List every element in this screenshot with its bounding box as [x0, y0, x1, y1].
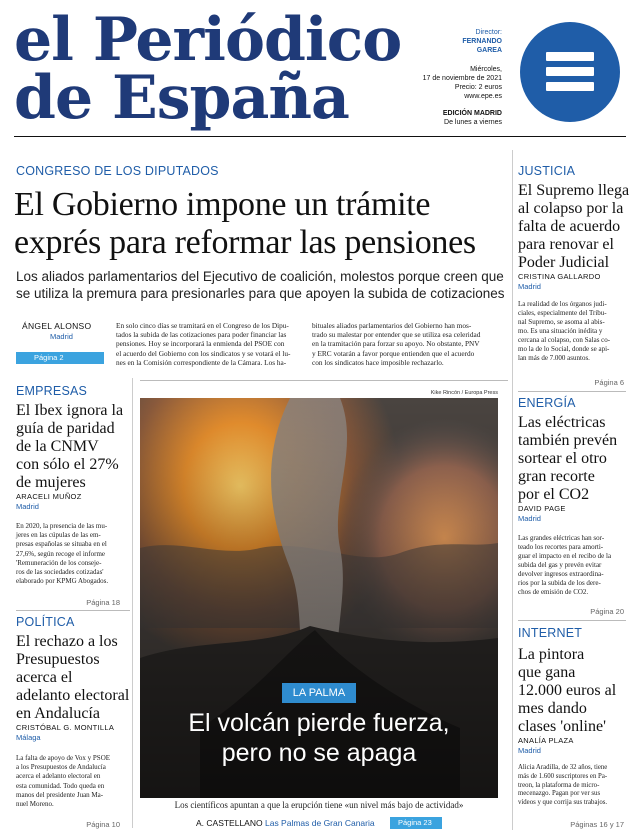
photo-headline-line1: El volcán pierde fuerza, [188, 709, 450, 737]
photo-credit: Kike Rincón / Europa Press [430, 390, 498, 396]
empresas-page-reference[interactable]: Página 18 [86, 598, 120, 607]
right-column-divider [512, 150, 513, 830]
internet-headline[interactable]: La pintora que gana 12.000 euros al mes dando clases 'online' [518, 646, 617, 735]
internet-place: Madrid [518, 746, 541, 755]
empresas-place: Madrid [16, 502, 39, 511]
newspaper-logo-icon [520, 22, 620, 122]
politica-section-label: POLÍTICA [16, 615, 75, 629]
politica-page-reference[interactable]: Página 10 [86, 820, 120, 829]
director-name-1: FERNANDO [462, 38, 502, 45]
energia-author: DAVID PAGE [518, 504, 566, 513]
issue-price: Precio: 2 euros [454, 84, 502, 91]
director-name-2: GAREA [476, 47, 502, 54]
issue-weekday: Miércoles, [470, 66, 502, 73]
empresas-author: ARACELI MUÑOZ [16, 492, 82, 501]
politica-headline[interactable]: El rechazo a los Presupuestos acerca el adelanto electoral en Andalucía [16, 633, 130, 722]
energia-section-label: ENERGÍA [518, 396, 576, 410]
lead-headline-line1: El Gobierno impone un trámite [14, 186, 431, 223]
edition-label: EDICIÓN MADRID [442, 110, 502, 117]
lead-body-col1: En solo cinco días se tramitará en el Congreso de los Dipu- tados la subida de las cotizaciones para poder financiar las pensiones. Hoy se incorporará la enmienda del PSOE con el acuerdo del Gobierno con los sindicatos y se votará el lu- nes en la Comisión correspondiente de la Cámara. Los ha- [116, 321, 291, 367]
empresas-body: En 2020, la presencia de las mu- jeres en las cúpulas de las em- presas españolas se situaba en el 27,6%, según recoge el informe 'Remuneración de los conseje- ros de las sociedades cotizadas' elaborado por KPMG Abogados. [16, 522, 109, 586]
justicia-place: Madrid [518, 282, 541, 291]
justicia-divider [518, 391, 626, 392]
lead-divider [140, 380, 508, 381]
politica-body: La falta de apoyo de Vox y PSOE a los Presupuestos de Andalucía acerca el adelanto electoral en esta comunidad. Todo queda en manos del presidente Juan Ma- nuel Moreno. [16, 754, 111, 809]
photo-author-line [196, 818, 375, 828]
photo-headline[interactable] [140, 708, 498, 768]
website[interactable]: www.epe.es [464, 93, 502, 100]
edition-frequency: De lunes a viernes [444, 119, 502, 126]
lead-section-label: CONGRESO DE LOS DIPUTADOS [16, 164, 219, 178]
justicia-body: La realidad de los órganos judi- ciales, especialmente del Tribu- nal Supremo, se asoma al abis- mo. Es una situación inédita y cercana al colapso, con Salas co- mo la de lo Social, donde se api- lan más de 7.000 asuntos. [518, 300, 611, 362]
lead-deck [16, 268, 511, 302]
empresas-divider [16, 610, 130, 611]
photo-author: A. CASTELLANO [196, 818, 263, 828]
left-column-divider [132, 378, 133, 828]
director-label: Director: [475, 29, 502, 36]
lead-body-col2: bituales aliados parlamentarios del Gobierno han mos- trado su malestar por entender que se utiliza esa celeridad en la tramitación para forzar su apoyo. No obstante, PNV y ERC votarán a favor porque entienden que el acuerdo con los sindicatos hace imposible rechazarlo. [312, 321, 481, 367]
masthead-title-line1: el Periódico [14, 5, 402, 75]
lead-author: ÁNGEL ALONSO [22, 321, 92, 331]
energia-page-reference[interactable]: Página 20 [590, 607, 624, 616]
photo-place: Las Palmas de Gran Canaria [264, 818, 375, 828]
lead-headline[interactable] [14, 186, 514, 262]
justicia-section-label: JUSTICIA [518, 164, 576, 178]
lead-deck-line1: Los aliados parlamentarios del Ejecutivo de coalición, molestos porque creen que [16, 269, 504, 284]
empresas-section-label: EMPRESAS [16, 384, 88, 398]
internet-author: ANALÍA PLAZA [518, 736, 574, 745]
photo-tag[interactable]: LA PALMA [282, 683, 356, 703]
photo-caption: Los científicos apuntan a que la erupción tiene «un nivel más bajo de actividad» [174, 800, 464, 810]
masthead-meta [420, 28, 502, 127]
energia-headline[interactable]: Las eléctricas también prevén sortear el otro gran recorte por el CO2 [518, 414, 618, 503]
lead-page-reference[interactable]: Página 2 [16, 352, 104, 364]
politica-place: Málaga [16, 733, 41, 742]
empresas-headline[interactable]: El Ibex ignora la guía de paridad de la CNMV con sólo el 27% de mujeres [16, 402, 124, 491]
energia-divider [518, 620, 626, 621]
internet-section-label: INTERNET [518, 626, 583, 640]
internet-body: Alicia Aradilla, de 32 años, tiene más de 1.600 suscriptores en Pa- treon, la plataforma de micro- mecenazgo. Pagan por ver sus vídeos y que corrija sus trabajos. [518, 764, 608, 807]
lead-place: Madrid [50, 332, 73, 341]
energia-place: Madrid [518, 514, 541, 523]
justicia-author: CRISTINA GALLARDO [518, 272, 601, 281]
lead-headline-line2: exprés para reformar las pensiones [14, 224, 476, 261]
issue-date: 17 de noviembre de 2021 [422, 75, 502, 82]
photo-headline-line2: pero no se apaga [221, 739, 417, 767]
photo-page-reference[interactable]: Página 23 [390, 817, 442, 829]
energia-body: Las grandes eléctricas han sor- teado los recortes para amorti- guar el impacto en el recibo de la subida del gas y prevén evitar devolver ingresos extraordina- rios por la subida de los dere- chos de emisión de CO2. [518, 534, 612, 596]
lead-deck-line2: se utiliza la premura para presionarles para que apoyen la subida de cotizaciones [16, 286, 505, 301]
masthead-title-line2: de España [14, 63, 349, 133]
politica-author: CRISTÓBAL G. MONTILLA [16, 723, 115, 732]
internet-page-reference[interactable]: Páginas 16 y 17 [570, 820, 624, 829]
masthead-divider [14, 136, 626, 137]
justicia-page-reference[interactable]: Página 6 [594, 378, 624, 387]
justicia-headline[interactable]: El Supremo llega al colapso por la falta de acuerdo para renovar el Poder Judicial [518, 182, 630, 271]
